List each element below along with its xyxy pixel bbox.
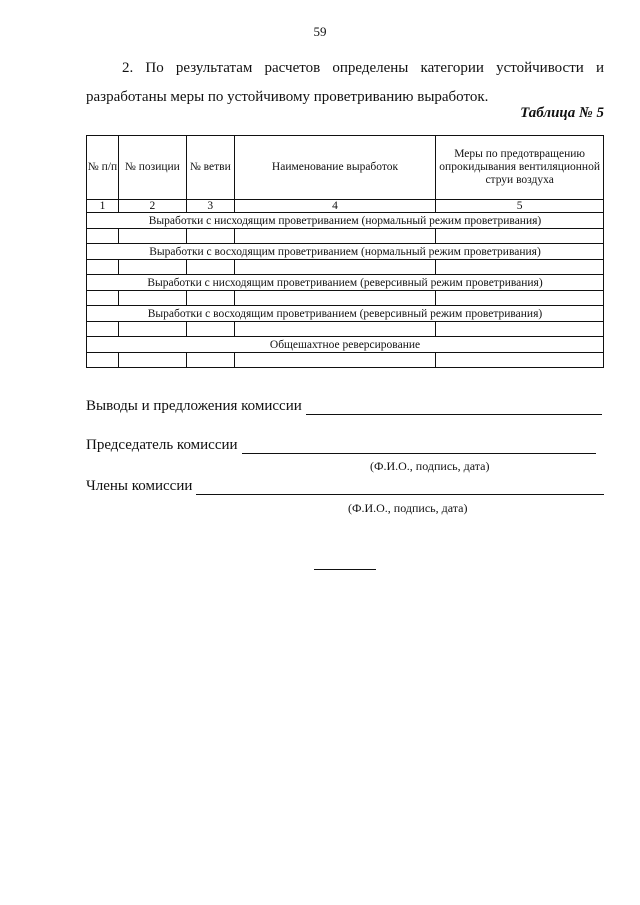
page-number: 59 (313, 24, 327, 39)
conclusions-label: Выводы и предложения комиссии (86, 398, 302, 414)
section-row (87, 213, 604, 229)
chairman-blank (242, 439, 596, 454)
members-line (86, 478, 604, 495)
column-number: 1 (87, 200, 119, 213)
intro-line-1: 2. По результатам расчетов определены категории устойчивости и (122, 60, 604, 76)
header-pp: № п/п (87, 136, 119, 200)
section-title: Выработки с восходящим проветриванием (реверсивный режим проветривания) (87, 306, 604, 322)
header-workings-name: Наименование выработок (234, 136, 436, 200)
header-position: № позиции (118, 136, 186, 200)
header-branch: № ветви (186, 136, 234, 200)
section-row (87, 306, 604, 322)
measures-table (86, 135, 604, 368)
section-title: Выработки с нисходящим проветриванием (нормальный режим проветривания) (87, 213, 604, 229)
column-numbers-row (87, 200, 604, 213)
members-blank (196, 480, 604, 495)
section-title: Выработки с восходящим проветриванием (нормальный режим проветривания) (87, 244, 604, 260)
chairman-label: Председатель комиссии (86, 437, 238, 453)
chairman-line (86, 437, 604, 454)
section-title: Общешахтное реверсирование (87, 337, 604, 353)
empty-row (87, 260, 604, 275)
table-label: Таблица № 5 (520, 105, 604, 121)
column-number: 2 (118, 200, 186, 213)
column-number: 3 (186, 200, 234, 213)
empty-row (87, 291, 604, 306)
conclusions-line (86, 398, 604, 415)
members-hint: (Ф.И.О., подпись, дата) (348, 501, 468, 515)
members-label: Члены комиссии (86, 478, 193, 494)
empty-row (87, 353, 604, 368)
header-measures: Меры по предотвращению опрокидывания вентиляционной струи воздуха (436, 136, 604, 200)
section-row (87, 337, 604, 353)
end-rule (314, 569, 376, 570)
section-title: Выработки с нисходящим проветриванием (реверсивный режим проветривания) (87, 275, 604, 291)
signature-block (86, 398, 604, 516)
intro-paragraph (86, 54, 604, 112)
conclusions-blank (306, 400, 602, 415)
empty-row (87, 229, 604, 244)
table-header-row (87, 136, 604, 200)
chairman-hint: (Ф.И.О., подпись, дата) (370, 459, 490, 473)
intro-line-2: разработаны меры по устойчивому проветриванию выработок. (86, 89, 489, 105)
column-number: 4 (234, 200, 436, 213)
section-row (87, 244, 604, 260)
empty-row (87, 322, 604, 337)
column-number: 5 (436, 200, 604, 213)
section-row (87, 275, 604, 291)
